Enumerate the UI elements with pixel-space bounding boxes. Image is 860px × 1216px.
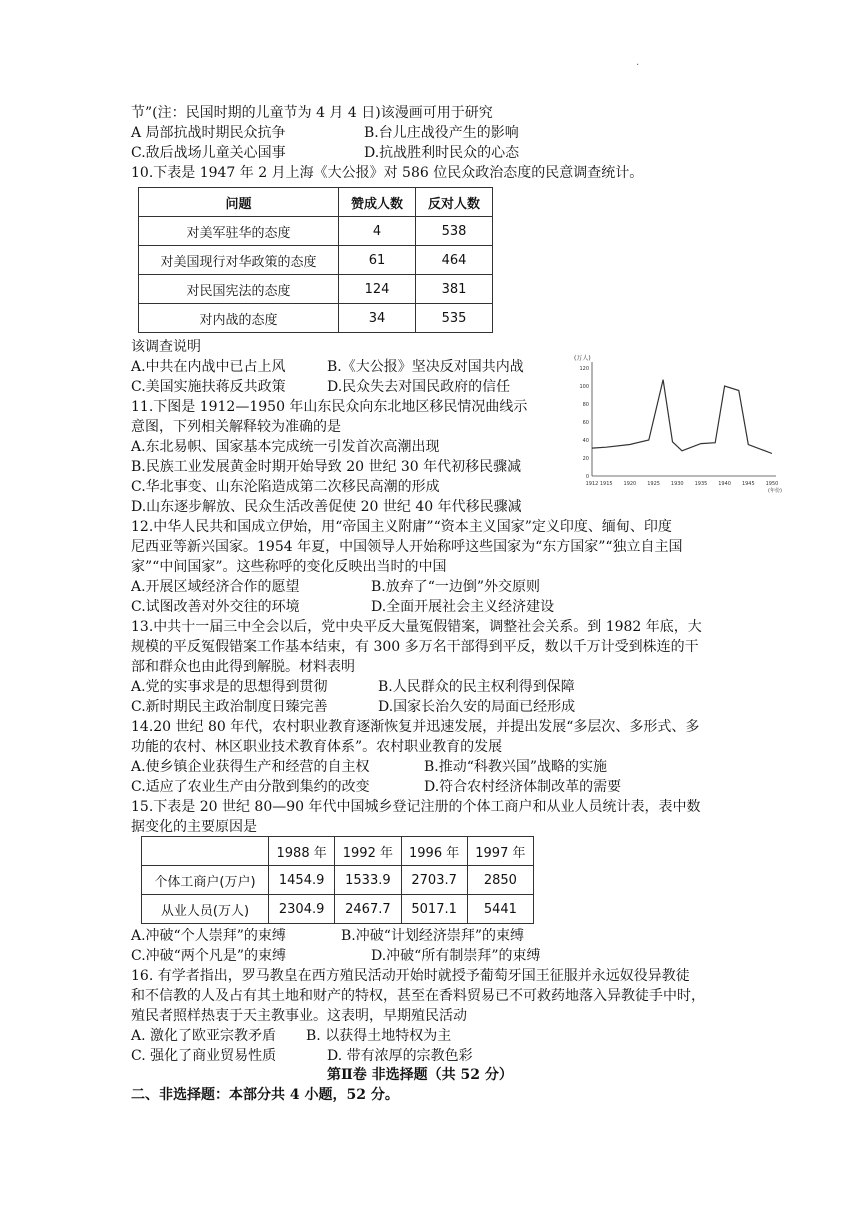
q12-option-b: B.放弃了“一边倒”外交原则 [371, 579, 541, 595]
q10-option-a: A.中共在内战中已占上风 [131, 359, 286, 375]
q14-stem-2: 功能的农村、林区职业技术教育体系”。农村职业教育的发展 [131, 739, 503, 755]
q16-option-a: A. 激化了欧亚宗教矛盾 [131, 1028, 277, 1044]
q12-stem-2: 尼西亚等新兴国家。1954 年夏，中国领导人开始称呼这些国家为“东方国家”“独立自主国 [131, 539, 683, 555]
q16-option-d: D. 带有浓厚的宗教色彩 [327, 1048, 473, 1064]
table-cell: 对民国宪法的态度 [139, 275, 339, 304]
table-row [139, 275, 493, 304]
x-tick-label: 1925 [647, 481, 660, 487]
q12-option-c: C.试图改善对外交往的环境 [131, 599, 300, 615]
table-row [139, 246, 493, 275]
table-row [139, 304, 493, 333]
q13-stem-3: 部和群众也由此得到解脱。材料表明 [131, 659, 355, 675]
x-tick-label: 1920 [623, 481, 637, 487]
q13-stem-2: 规模的平反冤假错案工作基本结束，有 300 多万名干部得到平反，数以千万计受到株连的干 [131, 639, 699, 655]
table-cell: 538 [416, 217, 493, 246]
q13-stem-1: 13.中共十一届三中全会以后，党中央平反大量冤假错案，调整社会关系。到 1982 年底，大 [131, 619, 702, 635]
table-cell: 2850 [467, 866, 533, 895]
q15-option-d: D.冲破“所有制崇拜”的束缚 [371, 948, 541, 964]
table-cell: 对内战的态度 [139, 304, 339, 333]
section-two-heading: 二、非选择题：本部分共 4 小题，52 分。 [131, 1087, 399, 1103]
q11-option-c: C.华北事变、山东沦陷造成第二次移民高潮的形成 [131, 479, 440, 495]
q10-question: 该调查说明 [131, 339, 201, 355]
x-tick-label: 1930 [670, 481, 684, 487]
q11-option-a: A.东北易帜、国家基本完成统一引发首次高潮出现 [131, 439, 440, 455]
q15-stem-2: 据变化的主要原因是 [131, 819, 257, 835]
table-cell: 对美国现行对华政策的态度 [139, 246, 339, 275]
q13-option-b: B.人民群众的民主权利得到保障 [378, 679, 575, 695]
table-cell: 464 [416, 246, 493, 275]
q11-option-d: D.山东逐步解放、民众生活改善促使 20 世纪 40 年代移民骤减 [131, 499, 522, 515]
q15-option-a: A.冲破“个人崇拜”的束缚 [131, 928, 286, 944]
q16-stem-1: 16. 有学者指出，罗马教皇在西方殖民活动开始时就授予葡萄牙国王征服并永远奴役异教徒 [131, 968, 690, 984]
table-cell: 34 [339, 304, 416, 333]
table-cell: 1533.9 [335, 866, 401, 895]
table-row [139, 217, 493, 246]
q15-stem-1: 15.下表是 20 世纪 80—90 年代中国城乡登记注册的个体工商户和从业人员统计表，表中数 [131, 799, 701, 815]
y-tick-label: 0 [585, 474, 589, 480]
x-tick-label: 1915 [599, 481, 613, 487]
table-cell: 2304.9 [269, 895, 335, 924]
q15-option-b: B.冲破“计划经济崇拜”的束缚 [341, 928, 525, 944]
table-header-row [139, 188, 493, 217]
q10-option-c: C.美国实施扶蒋反共政策 [131, 379, 286, 395]
q12-stem-1: 12.中华人民共和国成立伊始，用“帝国主义附庸”“资本主义国家”定义印度、缅甸、印度 [131, 519, 672, 535]
table-cell: 124 [339, 275, 416, 304]
table-cell: 1454.9 [269, 866, 335, 895]
table-cell: 4 [339, 217, 416, 246]
table-cell: 5441 [467, 895, 533, 924]
x-tick-label: 1935 [694, 481, 708, 487]
q15-option-c: C.冲破“两个凡是”的束缚 [131, 948, 286, 964]
q10-stem: 10.下表是 1947 年 2 月上海《大公报》对 586 位民众政治态度的民意调查统计。 [131, 165, 644, 181]
survey-table [138, 187, 493, 333]
q9-option-c: C.敌后战场儿童关心国事 [131, 145, 286, 161]
table-row [142, 866, 534, 895]
y-tick-label: 80 [582, 402, 589, 408]
q13-option-d: D.国家长治久安的局面已经形成 [378, 699, 576, 715]
table-header-row [142, 837, 534, 866]
table-cell: 个体工商户(万户) [142, 866, 269, 895]
q16-option-b: B. 以获得土地特权为主 [306, 1028, 452, 1044]
x-tick-label: 1950 [765, 481, 779, 487]
q16-option-c: C. 强化了商业贸易性质 [131, 1048, 277, 1064]
table-header: 反对人数 [416, 188, 493, 217]
y-tick-label: 20 [582, 456, 589, 462]
q14-option-d: D.符合农村经济体制改革的需要 [424, 779, 622, 795]
q12-stem-3: 家”“中间国家”。这些称呼的变化反映出当时的中国 [131, 559, 447, 575]
migration-line-chart [572, 348, 794, 498]
q13-option-c: C.新时期民主政治制度日臻完善 [131, 699, 328, 715]
x-tick-label: 1940 [718, 481, 731, 487]
q9-stem-end: 节”(注：民国时期的儿童节为 4 月 4 日)该漫画可用于研究 [131, 105, 493, 121]
q9-option-a: A 局部抗战时期民众抗争 [131, 125, 286, 141]
business-stats-table [141, 836, 534, 924]
table-cell: 2703.7 [401, 866, 467, 895]
table-header: 1992 年 [335, 837, 401, 866]
page-mark: · [636, 60, 640, 71]
table-header: 赞成人数 [339, 188, 416, 217]
q11-option-b: B.民族工业发展黄金时期开始导致 20 世纪 30 年代初移民骤减 [131, 459, 522, 475]
table-cell: 从业人员(万人) [142, 895, 269, 924]
table-header [142, 837, 269, 866]
part-two-title: 第Ⅱ卷 非选择题（共 52 分） [327, 1067, 513, 1083]
x-tick-label: 1912 [585, 481, 599, 487]
y-tick-label: 120 [579, 366, 589, 372]
q12-option-d: D.全面开展社会主义经济建设 [371, 599, 555, 615]
q16-stem-2: 和不信教的人及占有其土地和财产的特权，甚至在香料贸易已不可救药地落入异教徒手中时， [131, 988, 705, 1004]
x-tick-label: 1945 [741, 481, 755, 487]
q13-option-a: A.党的实事求是的思想得到贯彻 [131, 679, 328, 695]
q9-option-d: D.抗战胜利时民众的心态 [364, 145, 520, 161]
q11-stem-1: 11.下图是 1912—1950 年山东民众向东北地区移民情况曲线示 [131, 399, 528, 415]
table-cell: 535 [416, 304, 493, 333]
table-header: 1996 年 [401, 837, 467, 866]
q10-option-d: D.民众失去对国民政府的信任 [327, 379, 511, 395]
q14-option-a: A.使乡镇企业获得生产和经营的自主权 [131, 759, 370, 775]
y-axis-label: (万人) [574, 355, 591, 362]
table-cell: 61 [339, 246, 416, 275]
y-tick-label: 40 [582, 438, 589, 444]
table-cell: 381 [416, 275, 493, 304]
table-cell: 2467.7 [335, 895, 401, 924]
q10-option-b: B.《大公报》坚决反对国共内战 [327, 359, 524, 375]
y-tick-label: 60 [582, 420, 589, 426]
q9-option-b: B.台儿庄战役产生的影响 [364, 125, 519, 141]
table-cell: 5017.1 [401, 895, 467, 924]
q14-stem-1: 14.20 世纪 80 年代，农村职业教育逐渐恢复并迅速发展，并提出发展“多层次、多形式、多 [131, 719, 700, 735]
q14-option-c: C.适应了农业生产由分散到集约的改变 [131, 779, 370, 795]
q14-option-b: B.推动“科教兴国”战略的实施 [424, 759, 608, 775]
q12-option-a: A.开展区域经济合作的愿望 [131, 579, 300, 595]
table-header: 1988 年 [269, 837, 335, 866]
q16-stem-3: 殖民者照样热衷于天主教事业。这表明，早期殖民活动 [131, 1008, 467, 1024]
table-row [142, 895, 534, 924]
series-line [592, 380, 772, 454]
x-axis-label: (年份) [768, 488, 782, 494]
table-cell: 对美军驻华的态度 [139, 217, 339, 246]
table-header: 问题 [139, 188, 339, 217]
y-tick-label: 100 [579, 384, 589, 390]
q11-stem-2: 意图，下列相关解释较为准确的是 [131, 419, 341, 435]
table-header: 1997 年 [467, 837, 533, 866]
